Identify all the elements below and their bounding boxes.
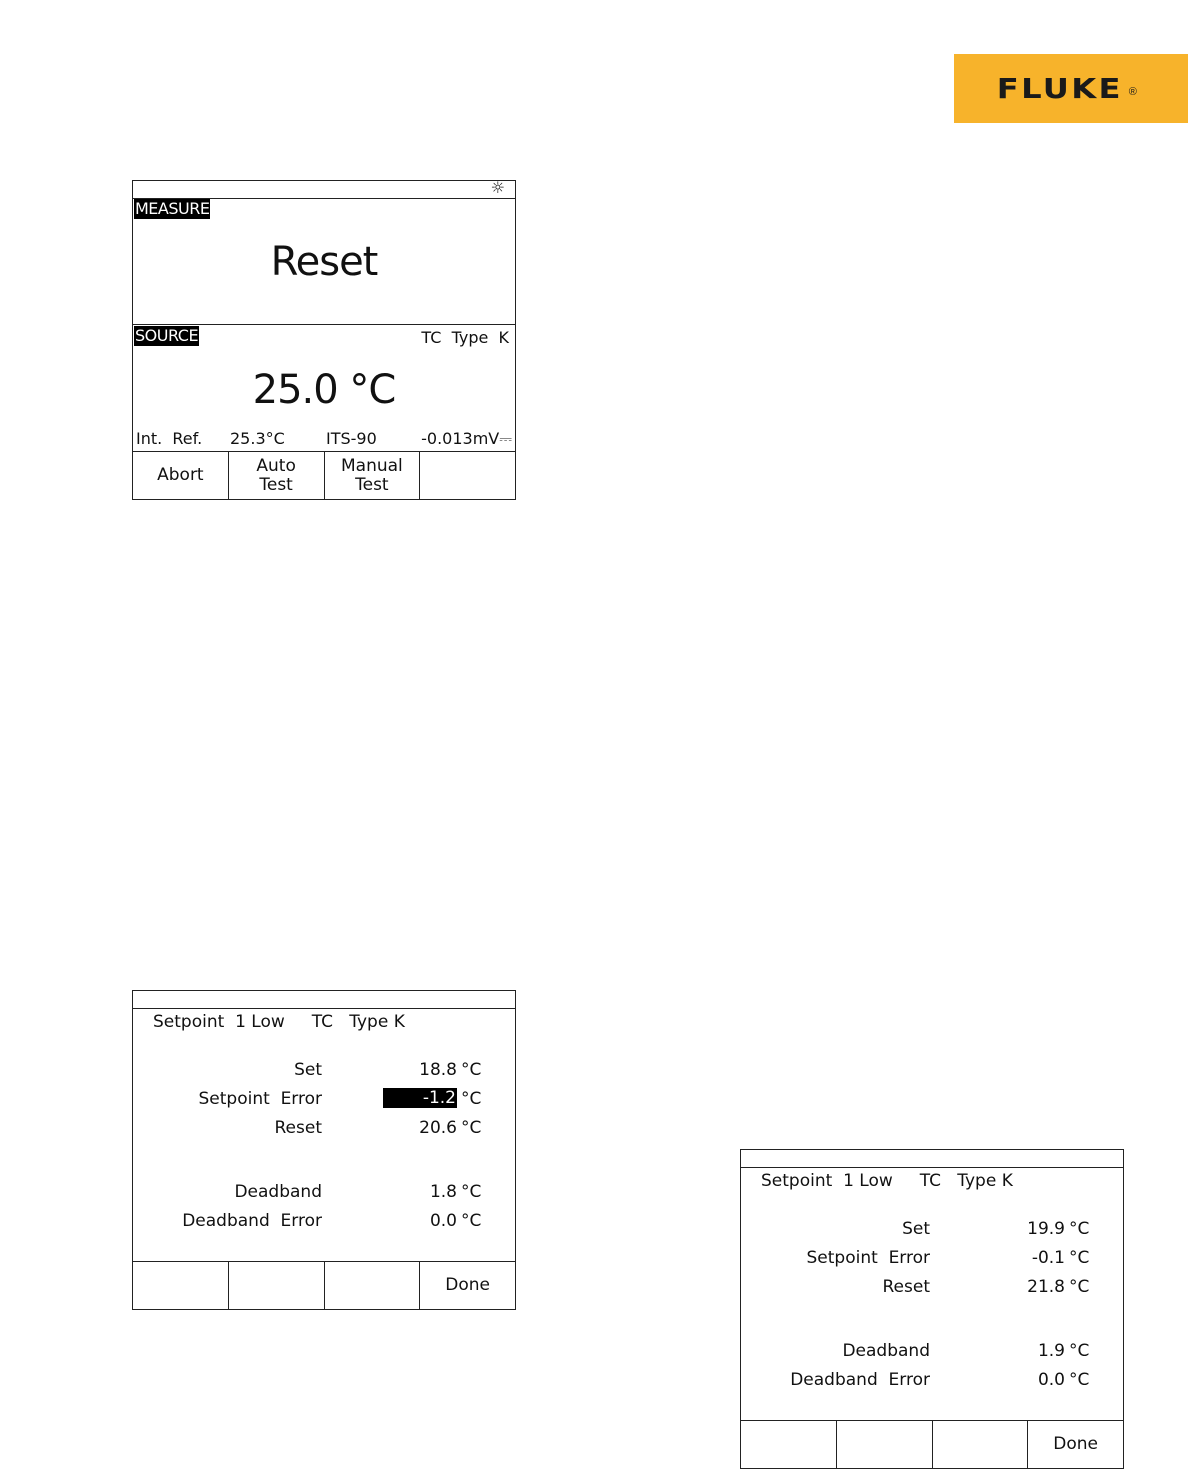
done-button[interactable]: Done xyxy=(445,1275,490,1295)
softkey-2[interactable] xyxy=(837,1421,933,1468)
source-tag: SOURCE xyxy=(135,326,199,345)
reset-label: Reset xyxy=(882,1277,930,1297)
deadband-error-label: Deadband Error xyxy=(182,1211,322,1231)
set-label: Set xyxy=(294,1060,322,1080)
deadband-label: Deadband xyxy=(842,1341,930,1361)
set-value: 19.9 xyxy=(1027,1219,1065,1239)
source-type: TC Type K xyxy=(421,328,509,347)
deadband-error-value: 0.0 xyxy=(1037,1370,1065,1390)
setpoint-error-label: Setpoint Error xyxy=(806,1248,930,1268)
measure-value: Reset xyxy=(270,239,378,285)
screen-setpoint-results-1 xyxy=(132,990,516,1310)
mv-value: -0.013mV⎓ xyxy=(421,429,512,448)
deadband-error-value: 0.0 xyxy=(429,1211,457,1231)
setpoint-error-unit: °C xyxy=(461,1089,482,1109)
setpoint-error-highlight[interactable]: -1.2 xyxy=(383,1088,457,1108)
scale-label: ITS-90 xyxy=(326,429,377,448)
setpoint-error-label: Setpoint Error xyxy=(198,1089,322,1109)
reset-unit: °C xyxy=(461,1118,482,1138)
set-value: 18.8 xyxy=(419,1060,457,1080)
softkey-bar xyxy=(133,1261,515,1309)
manual-test-button[interactable]: Manual Test xyxy=(325,452,421,499)
registered-mark: ® xyxy=(1128,85,1137,98)
done-button[interactable]: Done xyxy=(1053,1434,1098,1454)
softkey-bar xyxy=(741,1420,1123,1468)
deadband-label: Deadband xyxy=(234,1182,322,1202)
softkey-2[interactable] xyxy=(229,1262,325,1309)
deadband-unit: °C xyxy=(1069,1341,1090,1361)
status-bar xyxy=(133,991,515,1009)
deadband-value: 1.8 xyxy=(429,1182,457,1202)
setpoint-header: Setpoint 1 Low TC Type K xyxy=(153,1012,405,1032)
set-unit: °C xyxy=(461,1060,482,1080)
reset-unit: °C xyxy=(1069,1277,1090,1297)
setpoint-error-value: -0.1 xyxy=(1031,1248,1065,1268)
deadband-value: 1.9 xyxy=(1037,1341,1065,1361)
screen-setpoint-results-2 xyxy=(740,1149,1124,1469)
deadband-unit: °C xyxy=(461,1182,482,1202)
softkey-4[interactable] xyxy=(420,452,515,499)
softkey-3[interactable] xyxy=(933,1421,1029,1468)
set-unit: °C xyxy=(1069,1219,1090,1239)
abort-button[interactable]: Abort xyxy=(133,452,229,499)
softkey-bar xyxy=(133,451,515,499)
status-bar xyxy=(741,1150,1123,1168)
int-ref-value: 25.3°C xyxy=(230,429,285,448)
status-bar xyxy=(133,178,515,199)
deadband-error-label: Deadband Error xyxy=(790,1370,930,1390)
set-label: Set xyxy=(902,1219,930,1239)
deadband-error-unit: °C xyxy=(1069,1370,1090,1390)
auto-test-button[interactable]: Auto Test xyxy=(229,452,325,499)
logo-text: FLUKE xyxy=(996,72,1123,105)
sun-icon: ☼ xyxy=(490,178,505,197)
deadband-error-unit: °C xyxy=(461,1211,482,1231)
softkey-1[interactable] xyxy=(741,1421,837,1468)
source-value: 25.0 °C xyxy=(252,367,396,413)
screen-measure-source xyxy=(132,180,516,500)
section-divider xyxy=(133,324,515,325)
setpoint-error-value[interactable] xyxy=(383,1088,457,1108)
reset-label: Reset xyxy=(274,1118,322,1138)
reset-value: 21.8 xyxy=(1027,1277,1065,1297)
fluke-logo xyxy=(954,54,1188,123)
measure-tag: MEASURE xyxy=(135,199,210,218)
setpoint-error-unit: °C xyxy=(1069,1248,1090,1268)
softkey-3[interactable] xyxy=(325,1262,421,1309)
reset-value: 20.6 xyxy=(419,1118,457,1138)
int-ref-label: Int. Ref. xyxy=(136,429,203,448)
setpoint-header: Setpoint 1 Low TC Type K xyxy=(761,1171,1013,1191)
softkey-1[interactable] xyxy=(133,1262,229,1309)
